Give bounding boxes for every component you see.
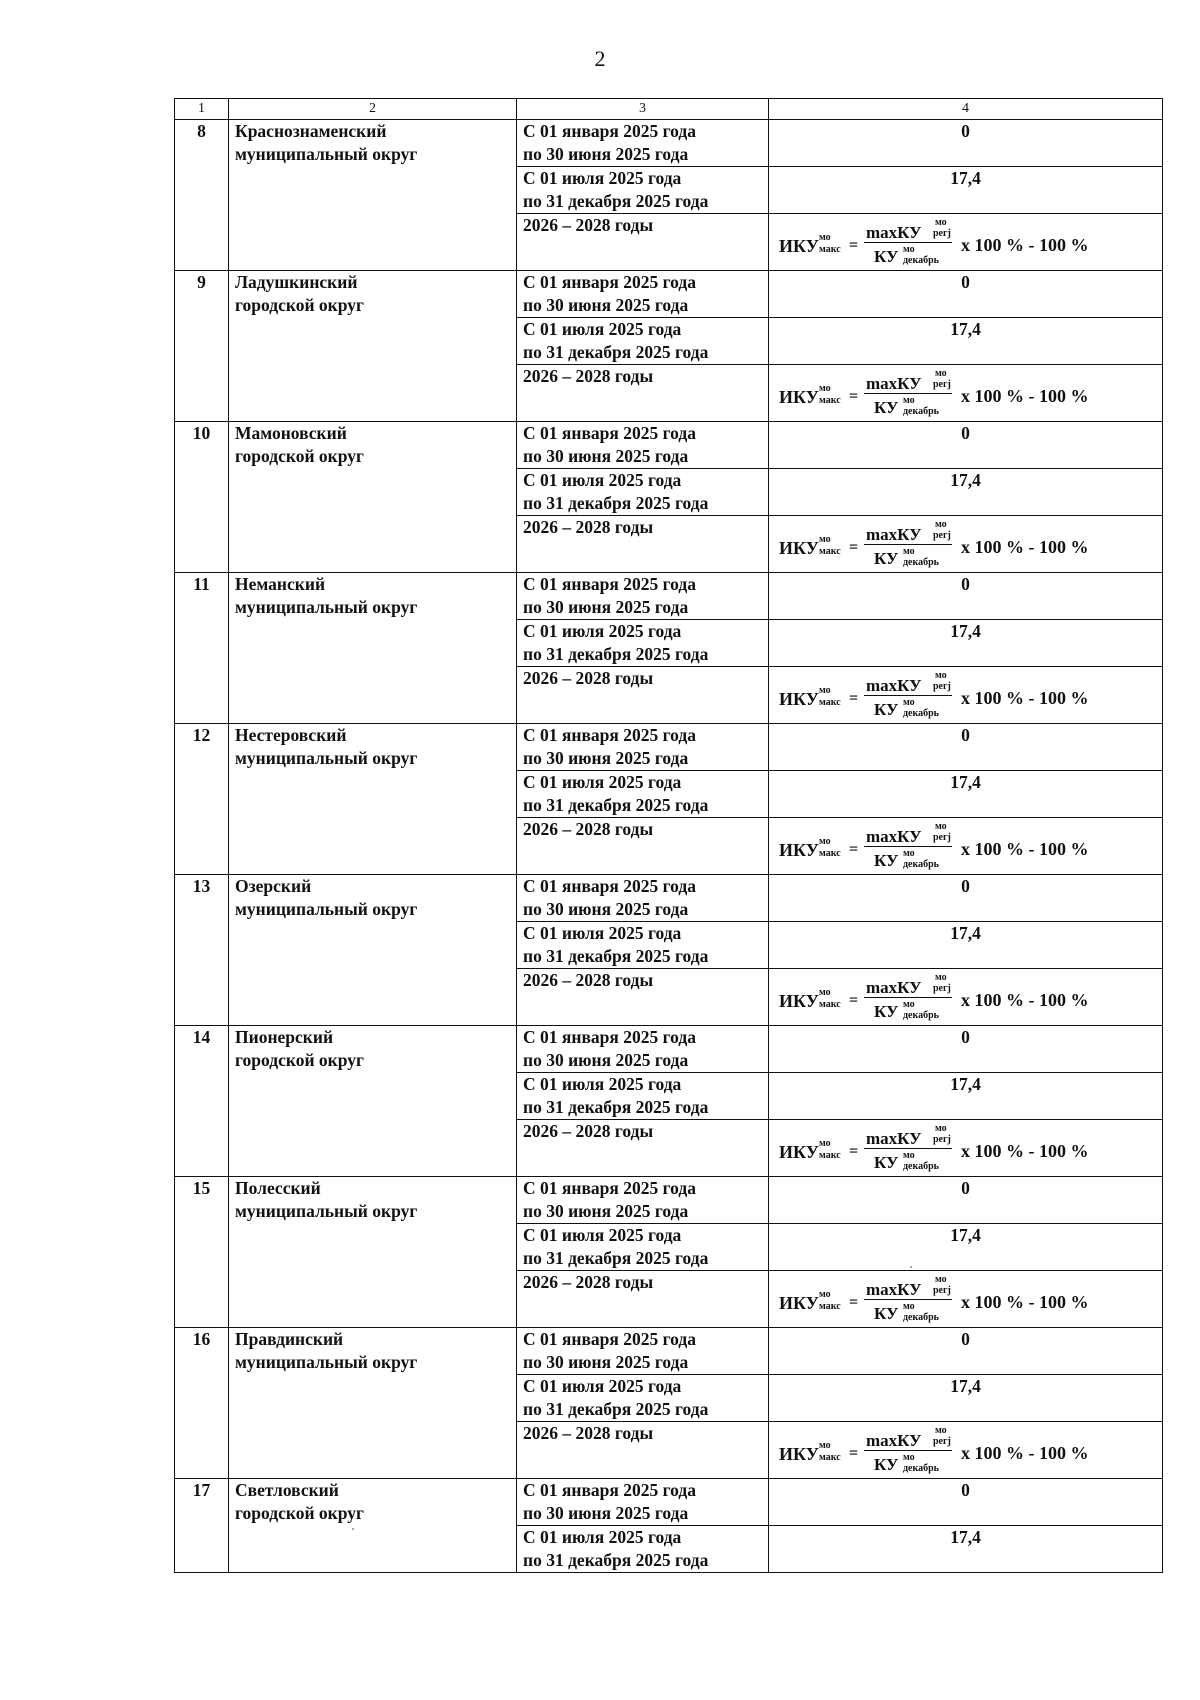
formula-denominator-sub: декабрь [903,1161,939,1172]
formula-lhs: ИКУ [779,387,819,407]
formula-denominator-sub: декабрь [903,255,939,266]
table-header-row [175,99,1163,120]
header-col-3: 3 [517,99,769,120]
period-line: по 31 декабря 2025 года [523,795,709,815]
period-2026-2028: 2026 – 2028 годы [517,1271,769,1328]
formula-multiplier: х 100 % - 100 % [961,839,1089,859]
formula-lhs: ИКУ [779,236,819,256]
municipality-name-line1: Мамоновский [235,423,347,443]
period-second-half-2025 [517,318,769,365]
period-line: С 01 января 2025 года [523,725,696,745]
table-row [175,1479,1163,1526]
municipality-name-line2: городской округ [235,1050,364,1070]
period-2026-2028: 2026 – 2028 годы [517,818,769,875]
formula-equals: = [849,992,859,1009]
period-line: С 01 января 2025 года [523,1480,696,1500]
period-line: С 01 июля 2025 года [523,621,682,641]
formula-denominator-sub: декабрь [903,708,939,719]
formula-numerator: maxКУ [866,374,922,393]
row-number: 13 [175,875,229,1026]
formula-equals: = [849,237,859,254]
formula-lhs: ИКУ [779,840,819,860]
municipality-name [229,573,517,724]
header-col-2: 2 [229,99,517,120]
table-row [175,120,1163,167]
formula-numerator-sub: регj [933,832,951,843]
period-first-half-2025 [517,573,769,620]
municipality-name-line1: Пионерский [235,1027,334,1047]
formula-lhs-sup: мо [819,987,831,998]
formula-numerator: maxКУ [866,827,922,846]
formula-lhs-sup: мо [819,685,831,696]
municipality-name-line2: муниципальный округ [235,1352,418,1372]
period-2026-2028: 2026 – 2028 годы [517,969,769,1026]
period-first-half-2025 [517,120,769,167]
period-2026-2028: 2026 – 2028 годы [517,516,769,573]
formula-lhs-sub: макс [819,546,841,557]
period-line: по 30 июня 2025 года [523,899,689,919]
formula-lhs-sub: макс [819,848,841,859]
period-line: по 30 июня 2025 года [523,1503,689,1523]
municipality-name-line2: городской округ [235,1503,364,1523]
period-line: С 01 января 2025 года [523,876,696,896]
table-row [175,271,1163,318]
municipality-name-line2: городской округ [235,446,364,466]
formula-lhs: ИКУ [779,1444,819,1464]
formula-cell [769,516,1163,573]
formula-denominator-sup: мо [903,1150,915,1161]
formula-multiplier: х 100 % - 100 % [961,688,1089,708]
period-second-half-2025 [517,1526,769,1573]
formula-lhs-sup: мо [819,1289,831,1300]
formula-cell [769,667,1163,724]
table-row [175,573,1163,620]
formula-multiplier: х 100 % - 100 % [961,1443,1089,1463]
formula-cell [769,1120,1163,1177]
municipality-name [229,1479,517,1573]
period-first-half-2025 [517,875,769,922]
period-line: С 01 января 2025 года [523,1329,696,1349]
period-second-half-2025 [517,620,769,667]
row-number: 14 [175,1026,229,1177]
formula-lhs-sub: макс [819,395,841,406]
value-cell: 0 [769,1177,1163,1224]
formula-denominator-sub: декабрь [903,406,939,417]
table-row [175,1328,1163,1375]
formula-lhs-sup: мо [819,836,831,847]
page-number: 2 [594,46,606,71]
municipality-table [174,98,1163,1573]
period-2026-2028: 2026 – 2028 годы [517,1120,769,1177]
formula-numerator-sub: регj [933,1436,951,1447]
row-number: 8 [175,120,229,271]
formula-equals: = [849,539,859,556]
period-second-half-2025 [517,469,769,516]
formula-denominator: КУ [874,1455,899,1474]
value-cell: 17,4 [769,1073,1163,1120]
formula-lhs: ИКУ [779,689,819,709]
formula-lhs-sub: макс [819,1150,841,1161]
period-line: по 30 июня 2025 года [523,1352,689,1372]
value-cell: 17,4 [769,1375,1163,1422]
formula-lhs-sub: макс [819,244,841,255]
formula-equals: = [849,690,859,707]
formula-numerator-sup: мо [935,368,947,379]
header-col-1: 1 [175,99,229,120]
formula-lhs: ИКУ [779,1293,819,1313]
formula-numerator: maxКУ [866,223,922,242]
table-row [175,1026,1163,1073]
period-line: по 31 декабря 2025 года [523,1550,709,1570]
fraction-bar [864,997,952,998]
formula-lhs: ИКУ [779,991,819,1011]
municipality-name [229,120,517,271]
row-number: 9 [175,271,229,422]
municipality-name-line1: Неманский [235,574,326,594]
period-line: по 31 декабря 2025 года [523,946,709,966]
formula-denominator-sup: мо [903,244,915,255]
formula-multiplier: х 100 % - 100 % [961,1141,1089,1161]
value-cell: 0 [769,120,1163,167]
row-number: 11 [175,573,229,724]
period-line: С 01 января 2025 года [523,423,696,443]
period-line: С 01 июля 2025 года [523,1225,682,1245]
formula-denominator-sub: декабрь [903,557,939,568]
period-line: С 01 января 2025 года [523,574,696,594]
period-line: С 01 июля 2025 года [523,168,682,188]
period-line: по 31 декабря 2025 года [523,1097,709,1117]
municipality-name-line1: Правдинский [235,1329,344,1349]
value-cell: 0 [769,1328,1163,1375]
formula-denominator: КУ [874,247,899,266]
formula-numerator: maxКУ [866,676,922,695]
table-row [175,422,1163,469]
value-cell: 17,4 [769,771,1163,818]
formula-numerator: maxКУ [866,1431,922,1450]
table-row [175,875,1163,922]
formula-denominator-sup: мо [903,697,915,708]
municipality-name-line1: Светловский [235,1480,339,1500]
municipality-name-line1: Нестеровский [235,725,347,745]
scan-artifact [910,1266,912,1268]
formula-multiplier: х 100 % - 100 % [961,537,1089,557]
row-number: 12 [175,724,229,875]
municipality-name-line2: муниципальный округ [235,748,418,768]
formula-multiplier: х 100 % - 100 % [961,1292,1089,1312]
value-cell: 17,4 [769,167,1163,214]
formula-equals: = [849,388,859,405]
formula-numerator: maxКУ [866,1280,922,1299]
formula-numerator-sup: мо [935,519,947,530]
period-line: по 31 декабря 2025 года [523,644,709,664]
formula-lhs-sub: макс [819,1301,841,1312]
period-second-half-2025 [517,1073,769,1120]
formula-denominator-sup: мо [903,1452,915,1463]
formula-numerator-sub: регj [933,681,951,692]
period-line: С 01 июля 2025 года [523,923,682,943]
formula-multiplier: х 100 % - 100 % [961,235,1089,255]
municipality-name-line2: городской округ [235,295,364,315]
period-line: по 31 декабря 2025 года [523,191,709,211]
municipality-name-line2: муниципальный округ [235,1201,418,1221]
formula-denominator-sup: мо [903,1301,915,1312]
municipality-name-line2: муниципальный округ [235,899,418,919]
formula-cell [769,1271,1163,1328]
row-number: 10 [175,422,229,573]
formula-multiplier: х 100 % - 100 % [961,386,1089,406]
formula-cell [769,1422,1163,1479]
formula-cell [769,214,1163,271]
formula-lhs: ИКУ [779,538,819,558]
formula-cell [769,969,1163,1026]
municipality-name [229,1177,517,1328]
row-number: 16 [175,1328,229,1479]
formula-numerator-sub: регj [933,228,951,239]
period-line: С 01 июля 2025 года [523,1527,682,1547]
value-cell: 0 [769,422,1163,469]
formula-denominator-sub: декабрь [903,1010,939,1021]
period-2026-2028: 2026 – 2028 годы [517,365,769,422]
period-2026-2028: 2026 – 2028 годы [517,214,769,271]
period-line: С 01 июля 2025 года [523,772,682,792]
formula-numerator-sub: регj [933,1134,951,1145]
formula-denominator: КУ [874,851,899,870]
formula-numerator-sup: мо [935,821,947,832]
formula-numerator-sup: мо [935,1123,947,1134]
formula-denominator: КУ [874,700,899,719]
period-line: по 30 июня 2025 года [523,144,689,164]
period-line: по 30 июня 2025 года [523,1201,689,1221]
municipality-name [229,1328,517,1479]
formula-lhs: ИКУ [779,1142,819,1162]
fraction-bar [864,1299,952,1300]
row-number: 15 [175,1177,229,1328]
municipality-name [229,271,517,422]
formula-denominator-sub: декабрь [903,859,939,870]
formula-lhs-sup: мо [819,1440,831,1451]
formula-numerator-sup: мо [935,1425,947,1436]
value-cell: 17,4 [769,1224,1163,1271]
formula-denominator: КУ [874,398,899,417]
period-first-half-2025 [517,422,769,469]
value-cell: 17,4 [769,620,1163,667]
municipality-name-line1: Краснознаменский [235,121,387,141]
fraction-bar [864,1450,952,1451]
formula-numerator: maxКУ [866,978,922,997]
formula-lhs-sup: мо [819,1138,831,1149]
period-line: С 01 января 2025 года [523,272,696,292]
period-second-half-2025 [517,1375,769,1422]
municipality-name [229,1026,517,1177]
municipality-name-line2: муниципальный округ [235,597,418,617]
formula-lhs-sub: макс [819,999,841,1010]
value-cell: 17,4 [769,318,1163,365]
fraction-bar [864,846,952,847]
period-line: С 01 июля 2025 года [523,1074,682,1094]
formula-numerator-sup: мо [935,670,947,681]
formula-equals: = [849,1294,859,1311]
period-second-half-2025 [517,922,769,969]
period-2026-2028: 2026 – 2028 годы [517,667,769,724]
period-line: С 01 января 2025 года [523,1178,696,1198]
value-cell: 0 [769,573,1163,620]
formula-cell [769,818,1163,875]
period-line: С 01 июля 2025 года [523,319,682,339]
formula-numerator-sub: регj [933,530,951,541]
period-line: по 31 декабря 2025 года [523,342,709,362]
municipality-name-line1: Ладушкинский [235,272,358,292]
formula-denominator-sup: мо [903,848,915,859]
period-first-half-2025 [517,1328,769,1375]
formula-lhs-sup: мо [819,383,831,394]
formula-lhs-sup: мо [819,232,831,243]
period-line: С 01 июля 2025 года [523,1376,682,1396]
period-second-half-2025 [517,167,769,214]
table-row [175,1177,1163,1224]
fraction-bar [864,695,952,696]
formula-equals: = [849,1445,859,1462]
municipality-name-line2: муниципальный округ [235,144,418,164]
value-cell: 17,4 [769,922,1163,969]
municipality-name-line1: Озерский [235,876,312,896]
formula-denominator-sub: декабрь [903,1463,939,1474]
table-row [175,724,1163,771]
period-first-half-2025 [517,1177,769,1224]
period-line: по 31 декабря 2025 года [523,1399,709,1419]
period-line: по 30 июня 2025 года [523,1050,689,1070]
period-line: по 30 июня 2025 года [523,748,689,768]
period-line: С 01 июля 2025 года [523,470,682,490]
value-cell: 0 [769,1026,1163,1073]
value-cell: 0 [769,724,1163,771]
formula-multiplier: х 100 % - 100 % [961,990,1089,1010]
period-first-half-2025 [517,271,769,318]
formula-numerator-sup: мо [935,972,947,983]
period-second-half-2025 [517,1224,769,1271]
formula-lhs-sub: макс [819,1452,841,1463]
formula-cell [769,365,1163,422]
formula-numerator-sub: регj [933,379,951,390]
formula-numerator-sup: мо [935,1274,947,1285]
formula-denominator-sup: мо [903,395,915,406]
municipality-name [229,724,517,875]
period-line: по 30 июня 2025 года [523,597,689,617]
formula-denominator-sub: декабрь [903,1312,939,1323]
value-cell: 17,4 [769,1526,1163,1573]
fraction-bar [864,544,952,545]
formula-lhs-sup: мо [819,534,831,545]
formula-numerator-sup: мо [935,217,947,228]
formula-numerator: maxКУ [866,1129,922,1148]
municipality-name-line1: Полесский [235,1178,321,1198]
scan-artifact [352,1528,354,1530]
municipality-name [229,422,517,573]
formula-denominator: КУ [874,1304,899,1323]
value-cell: 0 [769,875,1163,922]
row-number: 17 [175,1479,229,1573]
period-line: С 01 января 2025 года [523,121,696,141]
fraction-bar [864,393,952,394]
value-cell: 17,4 [769,469,1163,516]
period-line: по 30 июня 2025 года [523,295,689,315]
formula-denominator: КУ [874,1002,899,1021]
value-cell: 0 [769,271,1163,318]
period-line: по 31 декабря 2025 года [523,493,709,513]
period-line: по 30 июня 2025 года [523,446,689,466]
period-second-half-2025 [517,771,769,818]
formula-numerator-sub: регj [933,1285,951,1296]
formula-equals: = [849,1143,859,1160]
header-col-4: 4 [769,99,1163,120]
formula-denominator: КУ [874,549,899,568]
formula-equals: = [849,841,859,858]
period-first-half-2025 [517,1479,769,1526]
formula-numerator: maxКУ [866,525,922,544]
period-line: С 01 января 2025 года [523,1027,696,1047]
period-first-half-2025 [517,724,769,771]
value-cell: 0 [769,1479,1163,1526]
formula-denominator-sup: мо [903,999,915,1010]
formula-lhs-sub: макс [819,697,841,708]
fraction-bar [864,242,952,243]
formula-denominator-sup: мо [903,546,915,557]
period-line: по 31 декабря 2025 года [523,1248,709,1268]
period-2026-2028: 2026 – 2028 годы [517,1422,769,1479]
fraction-bar [864,1148,952,1149]
municipality-name [229,875,517,1026]
formula-denominator: КУ [874,1153,899,1172]
period-first-half-2025 [517,1026,769,1073]
formula-numerator-sub: регj [933,983,951,994]
